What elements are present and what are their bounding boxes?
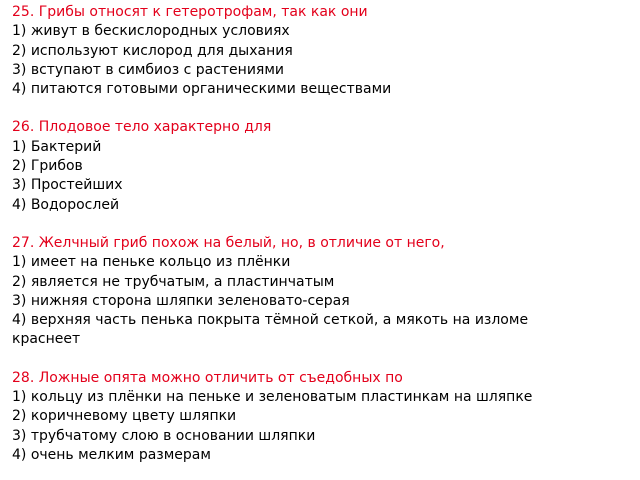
question-25	[12, 3, 640, 99]
answer-option: 2) коричневому цвету шляпки	[12, 408, 237, 425]
question-26	[12, 118, 640, 214]
answer-option-continuation: краснеет	[12, 331, 81, 348]
question-title: 28. Ложные опята можно отличить от съедобных по	[12, 369, 403, 386]
answer-option: 1) кольцу из плёнки на пеньке и зеленоватым пластинкам на шляпке	[12, 389, 533, 406]
question-title: 25. Грибы относят к гетеротрофам, так как они	[12, 4, 368, 20]
question-title: 26. Плодовое тело характерно для	[12, 119, 272, 136]
answer-option: 3) вступают в симбиоз с растениями	[12, 61, 284, 78]
answer-option: 4) верхняя часть пенька покрыта тёмной сеткой, а мякоть на изломе	[12, 312, 529, 329]
answer-option: 2) Грибов	[12, 158, 83, 175]
answer-option: 3) нижняя сторона шляпки зеленовато-серая	[12, 292, 350, 309]
question-28	[12, 369, 640, 465]
question-27	[12, 234, 640, 350]
answer-option: 2) является не трубчатым, а пластинчатым	[12, 273, 335, 290]
answer-option: 1) Бактерий	[12, 138, 102, 155]
answer-option: 1) живут в бескислородных условиях	[12, 23, 290, 40]
answer-option: 4) питаются готовыми органическими веществами	[12, 81, 392, 98]
answer-option: 1) имеет на пеньке кольцо из плёнки	[12, 254, 291, 271]
answer-option: 2) используют кислород для дыхания	[12, 42, 293, 59]
answer-option: 3) Простейших	[12, 177, 123, 194]
answer-option: 4) очень мелким размерам	[12, 446, 211, 463]
answer-option: 4) Водорослей	[12, 196, 120, 213]
answer-option: 3) трубчатому слою в основании шляпки	[12, 427, 316, 444]
question-title: 27. Желчный гриб похож на белый, но, в отличие от него,	[12, 234, 445, 251]
